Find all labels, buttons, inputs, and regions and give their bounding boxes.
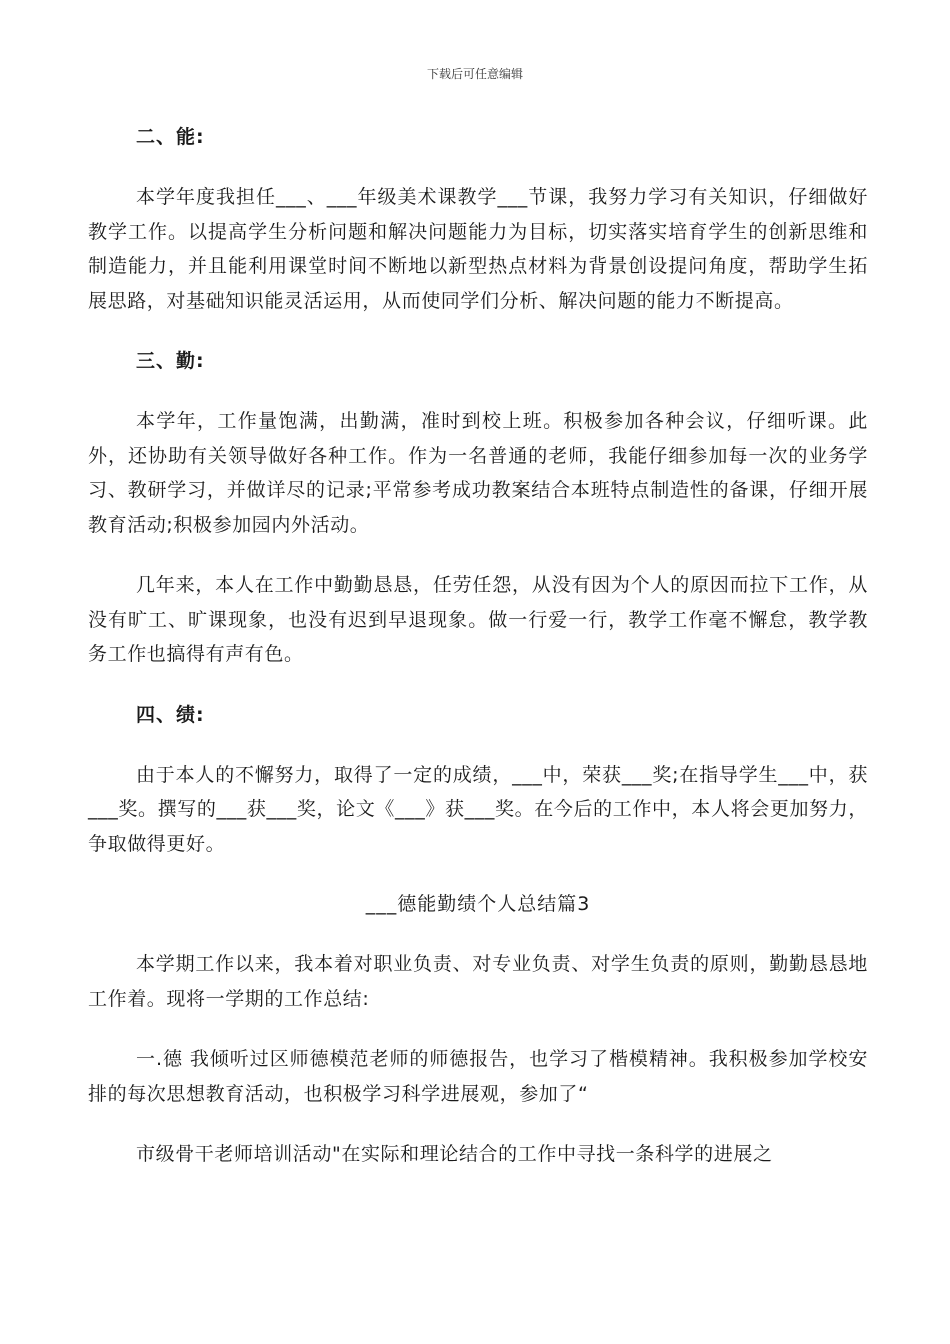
- paragraph: 几年来，本人在工作中勤勤恳恳，任劳任怨，从没有因为个人的原因而拉下工作，从没有旷工、旷课现象，也没有迟到早退现象。做一行爱一行，教学工作毫不懈怠，教学教务工作也搞得有声有色。: [88, 574, 868, 665]
- page-header: 下载后可任意编辑: [426, 67, 523, 81]
- section-heading-neng: 二、能:: [136, 126, 205, 148]
- paragraph: 本学期工作以来，我本着对职业负责、对专业负责、对学生负责的原则，勤勤恳恳地工作着。现将一学期的工作总结:: [88, 953, 868, 1010]
- paragraph: 市级骨干老师培训活动"在实际和理论结合的工作中寻找一条科学的进展之: [136, 1143, 773, 1165]
- paragraph: 本学年度我担任___、___年级美术课教学___节课，我努力学习有关知识，仔细做好教学工作。以提高学生分析问题和解决问题能力为目标，切实落实培育学生的创新思维和制造能力，并且能利用课堂时间不断地以新型热点材料为背景创设提问角度，帮助学生拓展思路，对基础知识能灵活运用，从而使同学们分析、解决问题的能力不断提高。: [88, 186, 868, 312]
- section-heading-ji: 四、绩:: [136, 703, 205, 726]
- document-body: [88, 120, 868, 1198]
- paragraph: 一.德 我倾听过区师德模范老师的师德报告，也学习了楷模精神。我积极参加学校安排的每次思想教育活动，也积极学习科学进展观，参加了“: [88, 1048, 868, 1105]
- section-heading-qin: 三、勤:: [136, 350, 205, 372]
- paragraph: 由于本人的不懈努力，取得了一定的成绩，___中，荣获___奖;在指导学生___中，获___奖。撰写的___获___奖，论文《___》获___奖。在今后的工作中，本人将会更加努力，争取做得更好。: [88, 763, 868, 855]
- section-title: ___德能勤绩个人总结篇3: [365, 893, 591, 915]
- paragraph: 本学年，工作量饱满，出勤满，准时到校上班。积极参加各种会议，仔细听课。此外，还协助有关领导做好各种工作。作为一名普通的老师，我能仔细参加每一次的业务学习、教研学习，并做详尽的记录;平常参考成功教案结合本班特点制造性的备课，仔细开展教育活动;积极参加园内外活动。: [88, 410, 868, 536]
